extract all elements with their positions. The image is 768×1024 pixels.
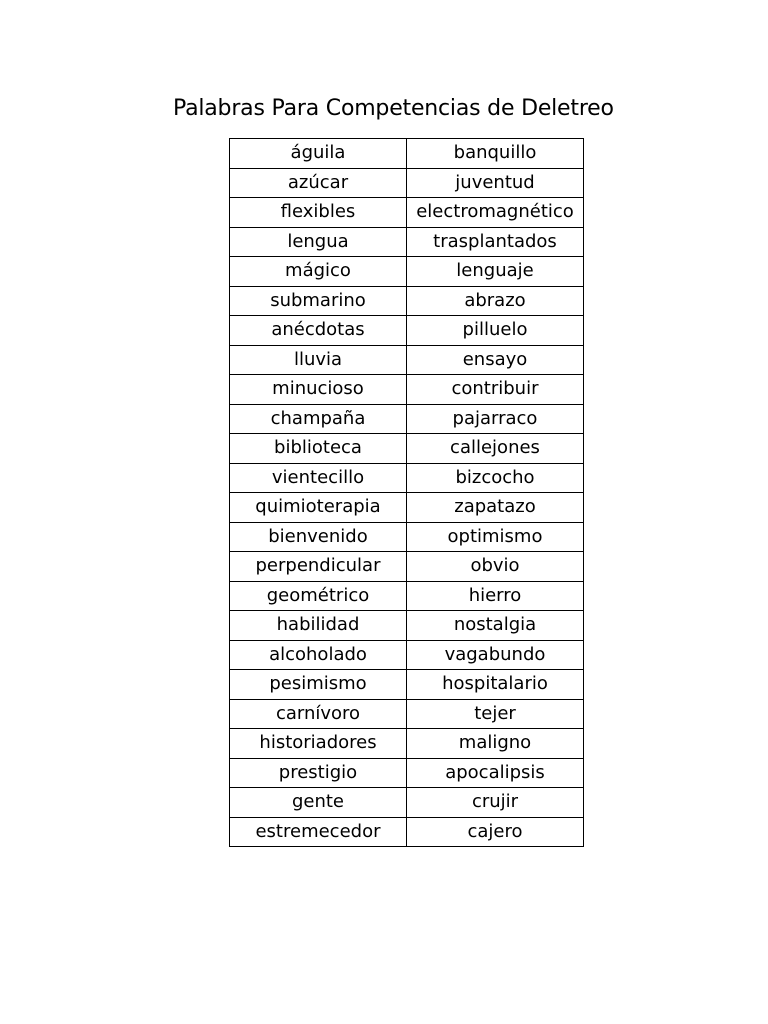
word-cell-right: zapatazo bbox=[407, 493, 584, 523]
word-cell-right: bizcocho bbox=[407, 463, 584, 493]
word-cell-left: alcoholado bbox=[230, 640, 407, 670]
word-cell-left: flexibles bbox=[230, 198, 407, 228]
word-cell-right: contribuir bbox=[407, 375, 584, 405]
table-row bbox=[230, 788, 584, 818]
table-row bbox=[230, 640, 584, 670]
word-cell-left: pesimismo bbox=[230, 670, 407, 700]
word-cell-right: cajero bbox=[407, 817, 584, 847]
word-cell-right: crujir bbox=[407, 788, 584, 818]
table-row bbox=[230, 345, 584, 375]
word-cell-left: águila bbox=[230, 139, 407, 169]
word-cell-left: azúcar bbox=[230, 168, 407, 198]
word-cell-right: optimismo bbox=[407, 522, 584, 552]
word-cell-left: historiadores bbox=[230, 729, 407, 759]
table-row bbox=[230, 581, 584, 611]
word-cell-left: champaña bbox=[230, 404, 407, 434]
spelling-word-table bbox=[229, 138, 584, 847]
table-row bbox=[230, 168, 584, 198]
document-title: Palabras Para Competencias de Deletreo bbox=[173, 96, 614, 121]
word-cell-right: lenguaje bbox=[407, 257, 584, 287]
word-cell-right: hierro bbox=[407, 581, 584, 611]
table-row bbox=[230, 139, 584, 169]
word-cell-left: gente bbox=[230, 788, 407, 818]
word-cell-right: tejer bbox=[407, 699, 584, 729]
word-cell-left: lluvia bbox=[230, 345, 407, 375]
table-row bbox=[230, 404, 584, 434]
word-cell-left: perpendicular bbox=[230, 552, 407, 582]
table-row bbox=[230, 463, 584, 493]
word-cell-left: mágico bbox=[230, 257, 407, 287]
word-table-body bbox=[230, 139, 584, 847]
word-cell-left: geométrico bbox=[230, 581, 407, 611]
table-row bbox=[230, 227, 584, 257]
word-cell-right: pajarraco bbox=[407, 404, 584, 434]
word-cell-right: electromagnético bbox=[407, 198, 584, 228]
table-row bbox=[230, 286, 584, 316]
word-cell-right: apocalipsis bbox=[407, 758, 584, 788]
table-row bbox=[230, 493, 584, 523]
word-cell-right: abrazo bbox=[407, 286, 584, 316]
word-cell-right: trasplantados bbox=[407, 227, 584, 257]
word-cell-left: biblioteca bbox=[230, 434, 407, 464]
table-row bbox=[230, 729, 584, 759]
table-row bbox=[230, 257, 584, 287]
word-cell-left: habilidad bbox=[230, 611, 407, 641]
table-row bbox=[230, 758, 584, 788]
word-cell-left: vientecillo bbox=[230, 463, 407, 493]
word-cell-right: vagabundo bbox=[407, 640, 584, 670]
word-cell-right: obvio bbox=[407, 552, 584, 582]
word-cell-left: lengua bbox=[230, 227, 407, 257]
table-row bbox=[230, 552, 584, 582]
word-cell-right: banquillo bbox=[407, 139, 584, 169]
word-cell-right: hospitalario bbox=[407, 670, 584, 700]
table-row bbox=[230, 670, 584, 700]
word-cell-left: anécdotas bbox=[230, 316, 407, 346]
word-cell-left: prestigio bbox=[230, 758, 407, 788]
word-cell-right: pilluelo bbox=[407, 316, 584, 346]
table-row bbox=[230, 316, 584, 346]
word-cell-right: maligno bbox=[407, 729, 584, 759]
table-row bbox=[230, 817, 584, 847]
word-cell-left: estremecedor bbox=[230, 817, 407, 847]
table-row bbox=[230, 198, 584, 228]
word-cell-left: carnívoro bbox=[230, 699, 407, 729]
word-cell-left: quimioterapia bbox=[230, 493, 407, 523]
word-cell-left: bienvenido bbox=[230, 522, 407, 552]
table-row bbox=[230, 611, 584, 641]
word-cell-left: minucioso bbox=[230, 375, 407, 405]
word-cell-right: nostalgia bbox=[407, 611, 584, 641]
table-row bbox=[230, 375, 584, 405]
word-cell-right: ensayo bbox=[407, 345, 584, 375]
table-row bbox=[230, 434, 584, 464]
word-cell-left: submarino bbox=[230, 286, 407, 316]
table-row bbox=[230, 699, 584, 729]
word-cell-right: callejones bbox=[407, 434, 584, 464]
word-cell-right: juventud bbox=[407, 168, 584, 198]
table-row bbox=[230, 522, 584, 552]
